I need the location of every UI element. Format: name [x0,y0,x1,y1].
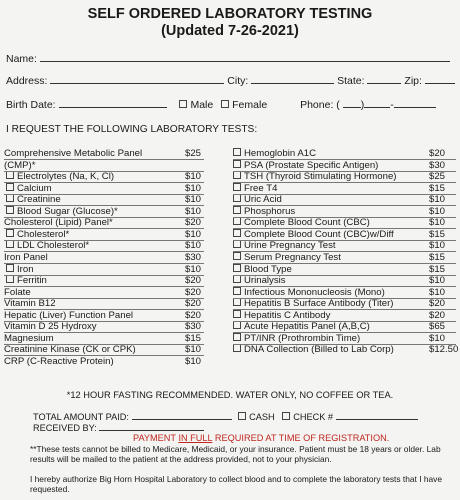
phone-dash: - [390,99,394,111]
test-price: $15 [429,251,446,263]
test-price: $30 [185,251,202,263]
test-name: Acute Hepatitis Panel (A,B,C) [244,321,370,333]
total-paid-label: TOTAL AMOUNT PAID: [33,412,129,422]
test-checkbox[interactable] [6,183,14,191]
authorize-line-1: I hereby authorize Big Horn Hospital Laboratory to collect blood and to complete the laboratory tests that I have [30,474,443,484]
right-test-item[interactable] [233,321,370,332]
test-price: $10 [185,355,202,367]
left-test-item [4,217,113,228]
row-divider [233,344,456,345]
left-test-item[interactable] [4,194,61,205]
test-name: Hepatic (Liver) Function Panel [4,309,134,321]
form-title: SELF ORDERED LABORATORY TESTING [87,6,373,22]
test-name: TSH (Thyroid Stimulating Hormone) [244,171,397,183]
test-name: CRP (C-Reactive Protein) [4,355,114,367]
phone-prefix-field[interactable] [364,98,390,108]
phone-area-field[interactable] [343,98,361,108]
test-price: $25 [429,171,446,183]
right-test-item[interactable] [233,240,336,251]
check-label: CHECK # [293,412,334,422]
test-checkbox[interactable] [233,206,241,214]
test-price: $10 [185,263,202,275]
form-updated-date: (Updated 7-26-2021) [161,23,299,39]
row-divider [233,228,456,229]
test-checkbox[interactable] [233,275,241,283]
test-checkbox[interactable] [233,194,241,202]
test-price: $30 [185,321,202,333]
left-test-item[interactable] [4,183,52,194]
test-price: $10 [429,275,446,287]
test-checkbox[interactable] [6,206,14,214]
test-name: Complete Blood Count (CBC)w/Diff [244,228,394,240]
state-label: State: [337,75,365,87]
right-test-item[interactable] [233,287,385,298]
test-price: $25 [185,148,202,159]
male-checkbox[interactable] [179,100,187,108]
test-name: PT/INR (Prothrombin Time) [244,332,361,344]
test-price: $15 [429,228,446,240]
row-divider [233,332,456,333]
test-name: Creatinine Kinase (CK or CPK) [4,344,136,356]
left-test-item [4,333,54,344]
row-divider [4,286,204,287]
male-label: Male [190,99,214,111]
test-name: Blood Type [244,263,292,275]
disclaimer-line-2: results will be mailed to the patient at the address provided, not to your physician. [30,454,332,464]
right-test-item[interactable] [233,183,277,194]
left-test-item [4,287,31,298]
test-price: $10 [185,228,202,240]
right-test-item[interactable] [233,217,370,228]
left-test-item[interactable] [4,264,34,275]
row-divider [4,309,204,310]
name-label: Name: [6,53,37,65]
received-row [33,421,204,433]
test-price: $10 [185,205,202,217]
left-test-item[interactable] [4,229,69,240]
test-checkbox[interactable] [233,264,241,272]
address-row [6,74,455,87]
row-divider [4,298,204,299]
test-price: $10 [185,194,202,206]
right-test-item[interactable] [233,160,378,171]
test-name: Electrolytes (Na, K, Cl) [17,171,115,183]
test-checkbox[interactable] [233,310,241,318]
test-name: Calcium [17,182,52,194]
total-paid-field[interactable] [132,410,232,420]
test-price: $20 [429,298,446,310]
test-checkbox[interactable] [233,171,241,179]
test-checkbox[interactable] [6,171,14,179]
row-divider [4,182,204,183]
test-name: (CMP)* [4,159,36,171]
test-price: $10 [429,240,446,252]
row-divider [233,263,456,264]
test-checkbox[interactable] [6,275,14,283]
test-name: Hemoglobin A1C [244,148,316,159]
left-test-item [4,160,35,171]
right-test-item[interactable] [233,229,394,240]
test-price: $20 [185,286,202,298]
payment-notice: PAYMENT IN FULL REQUIRED AT TIME OF REGISTRATION. [133,433,390,443]
cash-label: CASH [249,412,275,422]
name-field[interactable] [40,52,450,62]
test-name: Iron [17,263,34,275]
female-checkbox[interactable] [221,100,229,108]
address-label: Address: [6,75,48,87]
test-checkbox[interactable] [233,160,241,168]
test-name: Complete Blood Count (CBC) [244,217,370,229]
right-test-item[interactable] [233,275,286,286]
left-test-item[interactable] [4,206,118,217]
check-checkbox[interactable] [282,412,290,420]
test-name: Magnesium [4,332,54,344]
test-checkbox[interactable] [233,148,241,156]
test-name: Hepatitis B Surface Antibody (Titer) [244,298,394,310]
row-divider [4,240,204,241]
cash-checkbox[interactable] [238,412,246,420]
test-price: $10 [429,194,446,206]
row-divider [233,194,456,195]
test-checkbox[interactable] [233,240,241,248]
zip-label: Zip: [404,75,422,87]
test-name: Cholesterol (Lipid) Panel* [4,217,113,229]
test-checkbox[interactable] [233,217,241,225]
test-checkbox[interactable] [233,321,241,329]
test-name: Serum Pregnancy Test [244,251,341,263]
row-divider [233,171,456,172]
test-name: Vitamin B12 [4,298,56,310]
test-checkbox[interactable] [6,229,14,237]
test-price: $20 [429,309,446,321]
right-test-item[interactable] [233,171,396,182]
city-field[interactable] [251,74,334,84]
test-price: $10 [185,171,202,183]
row-divider [4,321,204,322]
test-name: Comprehensive Metabolic Panel [4,148,143,159]
phone-number-field[interactable] [394,98,436,108]
right-test-item[interactable] [233,344,394,355]
row-divider [4,171,204,172]
test-checkbox[interactable] [6,194,14,202]
test-name: LDL Cholesterol* [17,240,90,252]
test-name: Phosphorus [244,205,296,217]
test-name: Urine Pregnancy Test [244,240,336,252]
test-price: $15 [429,182,446,194]
test-checkbox[interactable] [233,333,241,341]
left-test-item [4,344,136,355]
test-price: $20 [185,275,202,287]
test-name: Ferritin [17,275,47,287]
right-test-item[interactable] [233,148,316,159]
test-name: Iron Panel [4,251,48,263]
zip-field[interactable] [425,74,455,84]
test-price: $10 [185,182,202,194]
birth-date-label: Birth Date: [6,99,56,111]
row-divider [233,251,456,252]
test-name: PSA (Prostate Specific Antigen) [244,159,379,171]
test-name: Creatinine [17,194,61,206]
phone-paren: ) [360,99,365,111]
test-name: Uric Acid [244,194,282,206]
check-number-field[interactable] [336,410,418,420]
test-checkbox[interactable] [6,264,14,272]
row-divider [4,263,204,264]
left-test-item [4,298,56,309]
row-divider [4,275,204,276]
test-price: $10 [429,286,446,298]
test-price: $20 [429,148,446,159]
left-test-item[interactable] [4,240,89,251]
row-divider [233,321,456,322]
test-checkbox[interactable] [233,252,241,260]
test-checkbox[interactable] [233,287,241,295]
test-price: $12.50 [429,344,459,356]
right-test-item[interactable] [233,310,330,321]
test-name: Free T4 [244,182,278,194]
right-test-item[interactable] [233,194,282,205]
row-divider [233,217,456,218]
test-name: Vitamin D 25 Hydroxy [4,321,97,333]
row-divider [4,205,204,206]
row-divider [4,228,204,229]
row-divider [4,159,204,160]
test-price: $65 [429,321,446,333]
row-divider [4,217,204,218]
row-divider [4,194,204,195]
test-checkbox[interactable] [233,183,241,191]
request-heading: I REQUEST THE FOLLOWING LABORATORY TESTS: [6,124,258,135]
left-test-item[interactable] [4,275,47,286]
left-test-item [4,148,142,159]
row-divider [4,355,204,356]
birth-date-field[interactable] [59,98,167,108]
test-price: $15 [429,263,446,275]
city-label: City: [227,75,249,87]
left-test-item [4,321,97,332]
authorize-line-2: requested. [30,484,70,494]
right-test-item[interactable] [233,298,393,309]
test-price: $15 [185,332,202,344]
test-price: $20 [185,217,202,229]
left-test-item[interactable] [4,171,114,182]
row-divider [4,251,204,252]
test-name: Infectious Mononucleosis (Mono) [244,286,385,298]
test-name: DNA Collection (Billed to Lab Corp) [244,344,394,356]
test-price: $20 [185,298,202,310]
right-test-item[interactable] [233,206,295,217]
test-price: $10 [185,240,202,252]
birth-row [6,98,436,111]
row-divider [233,182,456,183]
name-row [6,52,450,65]
received-by-label: RECEIVED BY: [33,423,97,433]
test-price: $10 [185,344,202,356]
address-field[interactable] [50,74,224,84]
right-test-item[interactable] [233,252,341,263]
right-test-item[interactable] [233,333,360,344]
row-divider [4,344,204,345]
test-price: $10 [429,332,446,344]
test-checkbox[interactable] [233,344,241,352]
test-price: $10 [429,217,446,229]
phone-label: Phone: ( [300,99,340,111]
test-name: Urinalysis [244,275,286,287]
test-price: $30 [429,159,446,171]
right-test-item[interactable] [233,264,292,275]
test-price: $20 [185,309,202,321]
row-divider [233,309,456,310]
row-divider [233,159,456,160]
row-divider [233,205,456,206]
test-name: Blood Sugar (Glucose)* [17,205,118,217]
left-test-item [4,356,114,367]
test-name: Cholesterol* [17,228,70,240]
disclaimer-line-1: **These tests cannot be billed to Medicare, Medicaid, or your insurance. Patient must be 18 years or older. Lab [30,444,441,454]
fasting-note: *12 HOUR FASTING RECOMMENDED. WATER ONLY, NO COFFEE OR TEA. [66,390,394,400]
test-price: $10 [429,205,446,217]
state-field[interactable] [367,74,401,84]
left-test-item [4,310,133,321]
row-divider [233,240,456,241]
received-by-field[interactable] [99,421,204,431]
test-checkbox[interactable] [6,240,14,248]
row-divider [233,298,456,299]
row-divider [4,332,204,333]
left-test-item [4,252,48,263]
test-checkbox[interactable] [233,229,241,237]
test-name: Folate [4,286,31,298]
female-label: Female [232,99,268,111]
test-name: Hepatitis C Antibody [244,309,331,321]
row-divider [233,275,456,276]
test-checkbox[interactable] [233,298,241,306]
row-divider [233,286,456,287]
